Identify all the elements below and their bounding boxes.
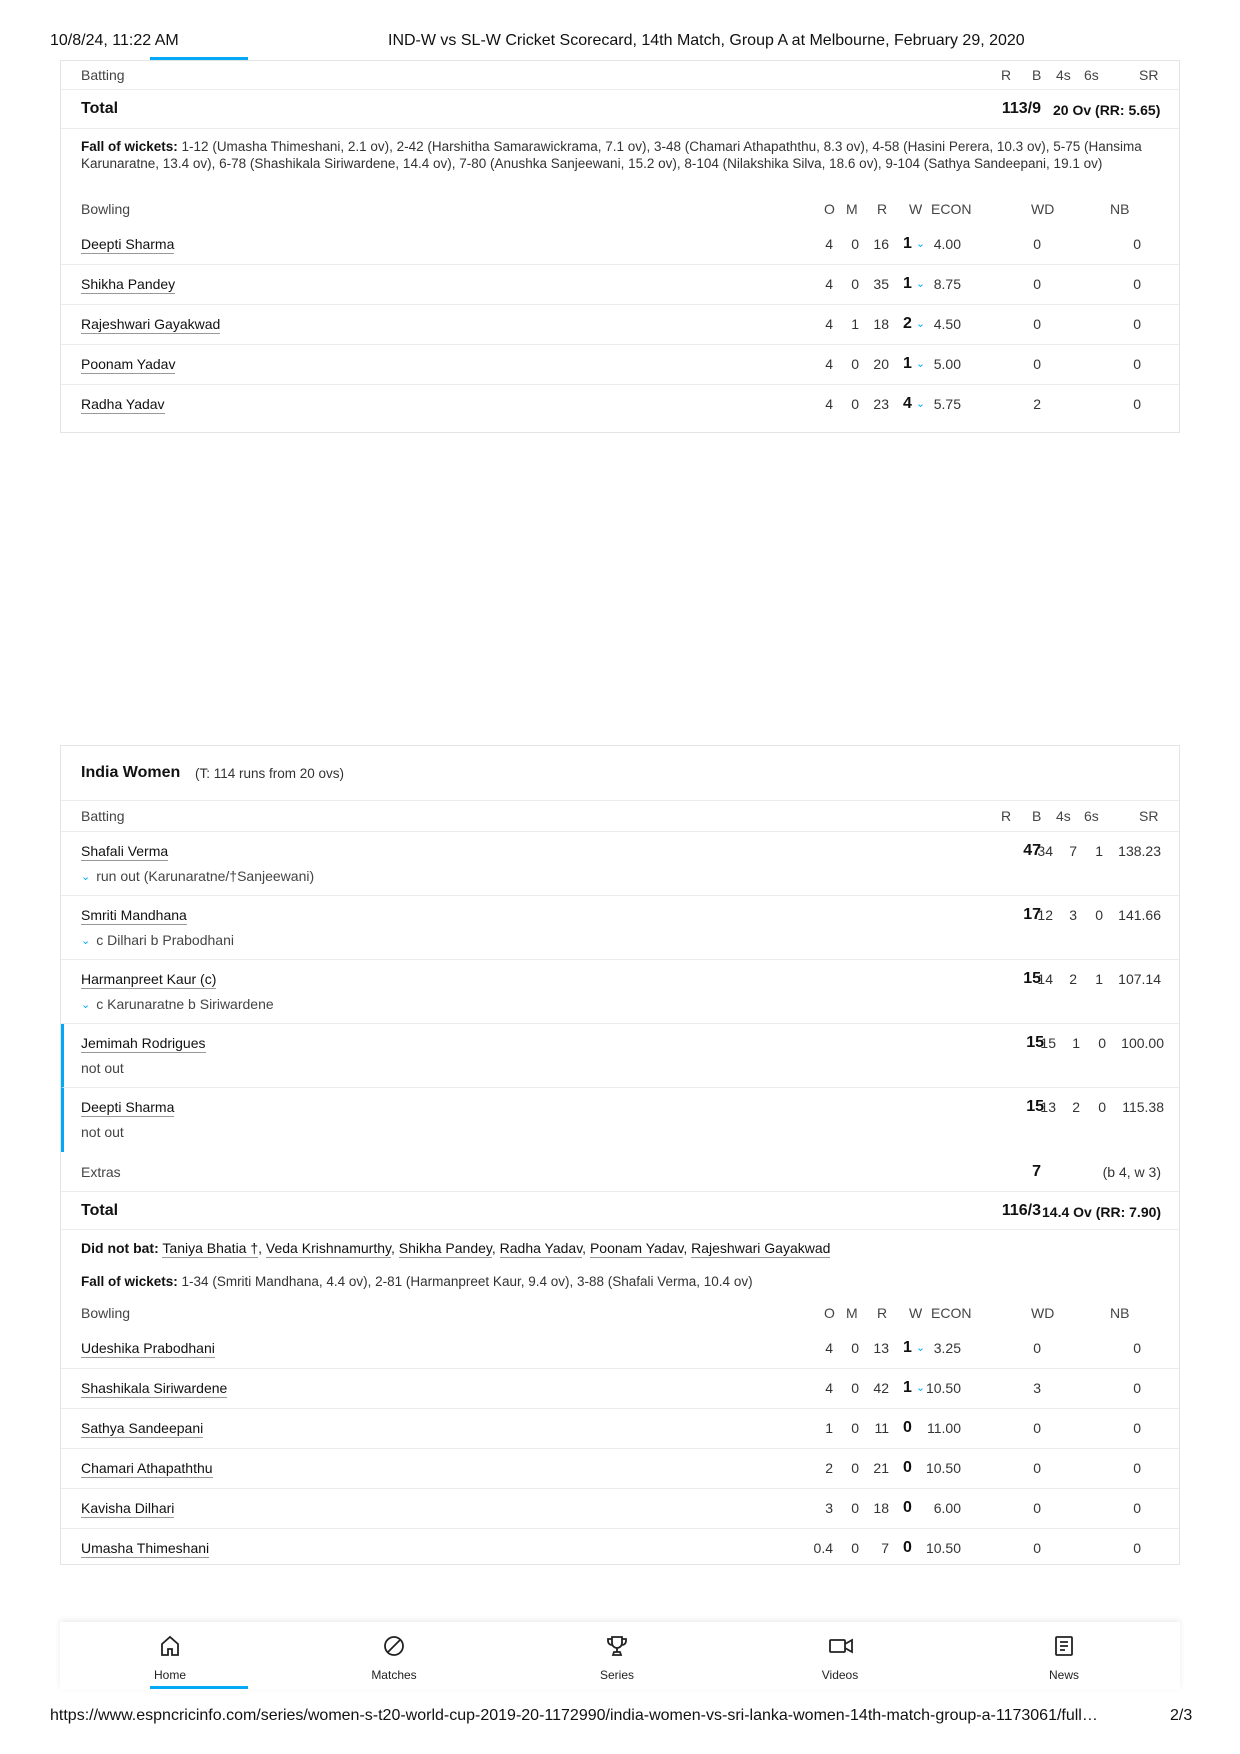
- bowler-noballs: 0: [1133, 1460, 1141, 1476]
- batter-row: [61, 896, 1179, 960]
- dnb-player-link[interactable]: Taniya Bhatia †: [162, 1240, 259, 1256]
- bowler-maidens: 0: [851, 356, 859, 372]
- bowler-name-link[interactable]: Udeshika Prabodhani: [81, 1340, 215, 1356]
- batter-dismissal[interactable]: [81, 868, 314, 884]
- fall-of-wickets: [61, 129, 1179, 195]
- col-overs: O: [824, 1305, 835, 1321]
- dnb-player-link[interactable]: Rajeshwari Gayakwad: [691, 1240, 831, 1256]
- nav-series-label: Series: [599, 1668, 634, 1682]
- separator: ,: [683, 1240, 688, 1256]
- home-icon: [158, 1634, 182, 1658]
- dnb-player-link[interactable]: Radha Yadav: [499, 1240, 583, 1256]
- col-runs: R: [1001, 67, 1012, 83]
- dismissal-text: c Karunaratne b Siriwardene: [96, 996, 274, 1012]
- bowler-wickets: 0: [903, 1459, 912, 1476]
- bowler-wides: 0: [1033, 1540, 1041, 1556]
- bowler-maidens: 0: [851, 276, 859, 292]
- bowler-row: [61, 385, 1179, 425]
- bowler-name-link[interactable]: Umasha Thimeshani: [81, 1540, 210, 1556]
- bowler-runs: 7: [881, 1540, 889, 1556]
- bowler-name-link[interactable]: Deepti Sharma: [81, 236, 175, 252]
- bowler-wickets: 1: [903, 275, 912, 292]
- chevron-down-icon[interactable]: ⌄: [915, 398, 926, 410]
- bowler-name-link[interactable]: Chamari Athapaththu: [81, 1460, 213, 1476]
- bowler-row: [61, 1489, 1179, 1529]
- bowler-noballs: 0: [1133, 1340, 1141, 1356]
- dnb-player-link[interactable]: Veda Krishnamurthy: [265, 1240, 391, 1256]
- print-page-number: 2/3: [1170, 1707, 1193, 1724]
- chevron-down-icon[interactable]: ⌄: [81, 871, 91, 883]
- col-balls: B: [1032, 67, 1042, 83]
- batter-sixes: 0: [1098, 1099, 1106, 1115]
- dismissal-text: run out (Karunaratne/†Sanjeewani): [96, 868, 315, 884]
- did-not-bat: [61, 1230, 1179, 1267]
- bowler-wides: 2: [1033, 396, 1041, 412]
- extras-row: [61, 1152, 1179, 1192]
- nav-home[interactable]: [110, 1622, 230, 1690]
- innings-header: [61, 746, 1179, 801]
- col-strike-rate: SR: [1139, 67, 1159, 83]
- bowler-overs: 0.4: [813, 1540, 833, 1556]
- total-overs: 20 Ov (RR: 5.65): [1053, 102, 1161, 118]
- bowler-row: [61, 345, 1179, 385]
- col-noballs: NB: [1110, 201, 1130, 217]
- bowler-wickets: 2: [903, 315, 912, 332]
- chevron-down-icon[interactable]: ⌄: [915, 318, 926, 330]
- col-fours: 4s: [1056, 67, 1071, 83]
- bowling-header-row: [61, 1299, 1179, 1329]
- batter-fours: 3: [1069, 907, 1077, 923]
- batter-sixes: 0: [1098, 1035, 1106, 1051]
- batter-balls: 15: [1040, 1035, 1056, 1051]
- batter-strike-rate: 141.66: [1118, 907, 1161, 923]
- bowler-overs: 3: [825, 1500, 833, 1516]
- batter-strike-rate: 138.23: [1118, 843, 1161, 859]
- col-runs-conceded: R: [877, 1305, 888, 1321]
- bottom-nav: [60, 1622, 1180, 1690]
- dnb-players: [162, 1240, 830, 1258]
- extras-value: 7: [1032, 1163, 1041, 1180]
- bowler-noballs: 0: [1133, 1540, 1141, 1556]
- batter-row: [61, 1088, 1179, 1152]
- nav-news-label: News: [1048, 1668, 1079, 1682]
- col-sixes: 6s: [1084, 808, 1099, 824]
- news-icon: [1052, 1634, 1076, 1658]
- bowler-wickets: 0: [903, 1539, 912, 1556]
- bowler-wickets: 0: [903, 1499, 912, 1516]
- batter-sixes: 0: [1095, 907, 1103, 923]
- trophy-icon: [605, 1634, 629, 1658]
- bowler-wides: 0: [1033, 1500, 1041, 1516]
- bowler-maidens: 0: [851, 1540, 859, 1556]
- batter-runs: 15: [1026, 1098, 1044, 1115]
- fow-label: Fall of wickets:: [81, 139, 178, 154]
- bowler-runs: 16: [873, 236, 889, 252]
- nav-series[interactable]: [557, 1622, 677, 1690]
- col-wides: WD: [1031, 201, 1055, 217]
- batter-sixes: 1: [1095, 971, 1103, 987]
- separator: ,: [390, 1240, 395, 1256]
- batting-header-row: [61, 801, 1179, 832]
- bowler-wides: 0: [1033, 276, 1041, 292]
- chevron-down-icon[interactable]: ⌄: [915, 278, 926, 290]
- dnb-label: Did not bat:: [81, 1240, 159, 1256]
- separator: ,: [258, 1240, 263, 1256]
- bowler-overs: 4: [825, 396, 833, 412]
- bowler-economy: 8.75: [933, 276, 961, 292]
- col-runs: R: [1001, 808, 1012, 824]
- bowler-economy: 3.25: [933, 1340, 961, 1356]
- total-row: [61, 1192, 1179, 1230]
- total-label: Total: [81, 1202, 119, 1219]
- bowler-wickets: 0: [903, 1419, 912, 1436]
- bowler-noballs: 0: [1133, 1420, 1141, 1436]
- dnb-player-link[interactable]: Shikha Pandey: [398, 1240, 492, 1256]
- sl-bowling-list: [61, 225, 1179, 425]
- batter-dismissal: [81, 1060, 124, 1076]
- bowler-name-link[interactable]: Poonam Yadav: [81, 356, 176, 372]
- bowling-header-label: Bowling: [81, 1305, 131, 1321]
- bowler-noballs: 0: [1133, 316, 1141, 332]
- bowler-runs: 20: [873, 356, 889, 372]
- batting-header-label: Batting: [81, 67, 125, 83]
- col-fours: 4s: [1056, 808, 1071, 824]
- bowler-economy: 4.50: [933, 316, 961, 332]
- bowler-overs: 4: [825, 236, 833, 252]
- bowler-wides: 0: [1033, 1420, 1041, 1436]
- bowler-overs: 4: [825, 316, 833, 332]
- total-overs: 14.4 Ov (RR: 7.90): [1042, 1204, 1162, 1220]
- bowler-runs: 18: [873, 316, 889, 332]
- col-noballs: NB: [1110, 1305, 1130, 1321]
- bowler-row: [61, 265, 1179, 305]
- bowler-row: [61, 1369, 1179, 1409]
- bowler-row: [61, 1409, 1179, 1449]
- batter-balls: 34: [1037, 843, 1053, 859]
- col-wickets: W: [909, 1305, 923, 1321]
- bowler-maidens: 0: [851, 1380, 859, 1396]
- chevron-down-icon[interactable]: ⌄: [81, 999, 91, 1011]
- batter-fours: 2: [1072, 1099, 1080, 1115]
- bowler-name-link[interactable]: Radha Yadav: [81, 396, 165, 412]
- bowler-noballs: 0: [1133, 1500, 1141, 1516]
- bowler-maidens: 0: [851, 1460, 859, 1476]
- bowler-wickets: 1: [903, 235, 912, 252]
- batter-strike-rate: 107.14: [1118, 971, 1161, 987]
- bowler-overs: 4: [825, 1380, 833, 1396]
- batting-header-label: Batting: [81, 808, 125, 824]
- bowler-wides: 0: [1033, 316, 1041, 332]
- nav-home-label: Home: [153, 1668, 186, 1682]
- ind-batting-list: [61, 832, 1179, 1152]
- bowler-wides: 0: [1033, 1340, 1041, 1356]
- bowler-noballs: 0: [1133, 356, 1141, 372]
- batter-runs: 15: [1026, 1034, 1044, 1051]
- bowler-row: [61, 305, 1179, 345]
- bowler-overs: 2: [825, 1460, 833, 1476]
- batter-name-link[interactable]: Jemimah Rodrigues: [81, 1035, 206, 1051]
- nav-videos[interactable]: [780, 1622, 900, 1690]
- print-datetime: 10/8/24, 11:22 AM: [50, 32, 179, 49]
- bowler-economy: 6.00: [933, 1500, 961, 1516]
- bowler-row: [61, 225, 1179, 265]
- batter-runs: 15: [1023, 970, 1041, 987]
- print-url: https://www.espncricinfo.com/series/women-s-t20-world-cup-2019-20-1172990/india-women-vs-sri-lanka-women-14th-match-group-a-1173061/full…: [50, 1707, 1098, 1724]
- batter-balls: 12: [1037, 907, 1053, 923]
- bowler-economy: 10.50: [925, 1460, 961, 1476]
- chevron-down-icon[interactable]: ⌄: [915, 1342, 926, 1354]
- ind-innings-card: [60, 745, 1180, 1565]
- nav-matches-label: Matches: [371, 1668, 417, 1682]
- nav-videos-label: Videos: [821, 1668, 859, 1682]
- bowler-economy: 10.50: [925, 1380, 961, 1396]
- bowler-name-link[interactable]: Shikha Pandey: [81, 276, 176, 292]
- col-maidens: M: [846, 1305, 858, 1321]
- bowler-name-link[interactable]: Kavisha Dilhari: [81, 1500, 175, 1516]
- separator: ,: [582, 1240, 587, 1256]
- col-economy: ECON: [931, 1305, 972, 1321]
- nav-matches[interactable]: [334, 1622, 454, 1690]
- bowler-maidens: 0: [851, 1340, 859, 1356]
- print-page-title: IND-W vs SL-W Cricket Scorecard, 14th Match, Group A at Melbourne, February 29, 2020: [388, 32, 1025, 49]
- dnb-player-link[interactable]: Poonam Yadav: [589, 1240, 684, 1256]
- batter-strike-rate: 100.00: [1121, 1035, 1164, 1051]
- sl-innings-card: [60, 60, 1180, 433]
- batter-name-link[interactable]: Smriti Mandhana: [81, 907, 187, 923]
- bowler-wickets: 1: [903, 355, 912, 372]
- fow-text: 1-12 (Umasha Thimeshani, 2.1 ov), 2-42 (Harshitha Samarawickrama, 7.1 ov), 3-48 (Chamari Athapaththu, 8.3 ov), 4-58 (Hasini Perera, 10.3 ov), 5-75 (Hansima Karunaratne, 13.4 ov), 6-78 (Shashikala Siriwardene, 14.4 ov), 7-80 (Anushka Sanjeewani, 15.2 ov), 8-104 (Nilakshika Silva, 18.6 ov), 9-104 (Sathya Sandeepani, 19.1 ov): [81, 139, 1142, 171]
- bowler-wides: 0: [1033, 356, 1041, 372]
- bowler-row: [61, 1329, 1179, 1369]
- bowler-name-link[interactable]: Shashikala Siriwardene: [81, 1380, 228, 1396]
- col-runs-conceded: R: [877, 201, 888, 217]
- total-score: 116/3: [1001, 1202, 1041, 1219]
- bowler-economy: 5.00: [933, 356, 961, 372]
- batter-dismissal[interactable]: [81, 932, 234, 948]
- batter-name-link[interactable]: Harmanpreet Kaur (c): [81, 971, 217, 987]
- total-row: [61, 90, 1179, 129]
- chevron-down-icon[interactable]: ⌄: [915, 1382, 926, 1394]
- batter-runs: 17: [1023, 906, 1041, 923]
- nav-active-indicator: [150, 1686, 248, 1689]
- batter-row: [61, 832, 1179, 896]
- batter-dismissal[interactable]: [81, 996, 274, 1012]
- bowling-header-label: Bowling: [81, 201, 131, 217]
- ball-icon: [382, 1634, 406, 1658]
- col-overs: O: [824, 201, 835, 217]
- dismissal-text: c Dilhari b Prabodhani: [96, 932, 234, 948]
- bowler-overs: 1: [825, 1420, 833, 1436]
- nav-news[interactable]: [1004, 1622, 1124, 1690]
- bowler-noballs: 0: [1133, 236, 1141, 252]
- col-strike-rate: SR: [1139, 808, 1159, 824]
- bowler-runs: 23: [873, 396, 889, 412]
- chevron-down-icon[interactable]: ⌄: [915, 238, 926, 250]
- batting-header-row: [61, 61, 1179, 90]
- bowler-noballs: 0: [1133, 396, 1141, 412]
- dismissal-text: not out: [81, 1060, 124, 1076]
- chevron-down-icon[interactable]: ⌄: [915, 358, 926, 370]
- bowler-maidens: 0: [851, 1420, 859, 1436]
- bowler-wickets: 1: [903, 1379, 912, 1396]
- col-balls: B: [1032, 808, 1042, 824]
- batter-fours: 1: [1072, 1035, 1080, 1051]
- batter-sixes: 1: [1095, 843, 1103, 859]
- bowler-maidens: 0: [851, 396, 859, 412]
- bowler-wickets: 4: [903, 395, 912, 412]
- bowler-runs: 11: [874, 1420, 889, 1436]
- bowler-overs: 4: [825, 356, 833, 372]
- separator: ,: [491, 1240, 496, 1256]
- bowler-overs: 4: [825, 276, 833, 292]
- team-name: India Women: [81, 764, 181, 781]
- bowler-wides: 0: [1033, 1460, 1041, 1476]
- bowler-row: [61, 1529, 1179, 1569]
- batter-fours: 2: [1069, 971, 1077, 987]
- batter-name-link[interactable]: Shafali Verma: [81, 843, 169, 859]
- bowling-header-row: [61, 195, 1179, 225]
- target-text: (T: 114 runs from 20 ovs): [195, 766, 345, 781]
- batter-balls: 13: [1040, 1099, 1056, 1115]
- col-wides: WD: [1031, 1305, 1055, 1321]
- bowler-maidens: 0: [851, 1500, 859, 1516]
- batter-row: [61, 1024, 1179, 1088]
- bowler-runs: 42: [873, 1380, 889, 1396]
- col-maidens: M: [846, 201, 858, 217]
- bowler-economy: 5.75: [933, 396, 961, 412]
- dismissal-text: not out: [81, 1124, 124, 1140]
- bowler-runs: 21: [873, 1460, 889, 1476]
- bowler-wides: 0: [1033, 236, 1041, 252]
- ind-bowling-list: [61, 1329, 1179, 1569]
- batter-balls: 14: [1037, 971, 1053, 987]
- bowler-economy: 10.50: [925, 1540, 961, 1556]
- col-sixes: 6s: [1084, 67, 1099, 83]
- bowler-name-link[interactable]: Rajeshwari Gayakwad: [81, 316, 221, 332]
- bowler-runs: 13: [873, 1340, 889, 1356]
- batter-dismissal: [81, 1124, 124, 1140]
- bowler-runs: 18: [873, 1500, 889, 1516]
- bowler-wides: 3: [1033, 1380, 1041, 1396]
- batter-name-link[interactable]: Deepti Sharma: [81, 1099, 175, 1115]
- extras-detail: (b 4, w 3): [1102, 1164, 1161, 1180]
- bowler-runs: 35: [873, 276, 889, 292]
- bowler-name-link[interactable]: Sathya Sandeepani: [81, 1420, 204, 1436]
- bowler-maidens: 1: [851, 316, 859, 332]
- batter-strike-rate: 115.38: [1122, 1099, 1164, 1115]
- bowler-wickets: 1: [903, 1339, 912, 1356]
- extras-label: Extras: [81, 1164, 121, 1180]
- batter-row: [61, 960, 1179, 1024]
- col-wickets: W: [909, 201, 923, 217]
- batter-runs: 47: [1023, 842, 1041, 859]
- total-label: Total: [81, 100, 119, 117]
- chevron-down-icon[interactable]: ⌄: [81, 935, 91, 947]
- bowler-row: [61, 1449, 1179, 1489]
- bowler-economy: 11.00: [927, 1420, 961, 1436]
- col-economy: ECON: [931, 201, 972, 217]
- bowler-noballs: 0: [1133, 1380, 1141, 1396]
- bowler-economy: 4.00: [933, 236, 961, 252]
- video-icon: [828, 1634, 854, 1658]
- bowler-overs: 4: [825, 1340, 833, 1356]
- bowler-noballs: 0: [1133, 276, 1141, 292]
- fow-label: Fall of wickets:: [81, 1274, 178, 1289]
- bowler-maidens: 0: [851, 236, 859, 252]
- fow-text: 1-34 (Smriti Mandhana, 4.4 ov), 2-81 (Harmanpreet Kaur, 9.4 ov), 3-88 (Shafali Verma, 10.4 ov): [181, 1274, 753, 1289]
- total-score: 113/9: [1001, 100, 1041, 117]
- fall-of-wickets: [61, 1267, 1179, 1299]
- batter-fours: 7: [1069, 843, 1077, 859]
